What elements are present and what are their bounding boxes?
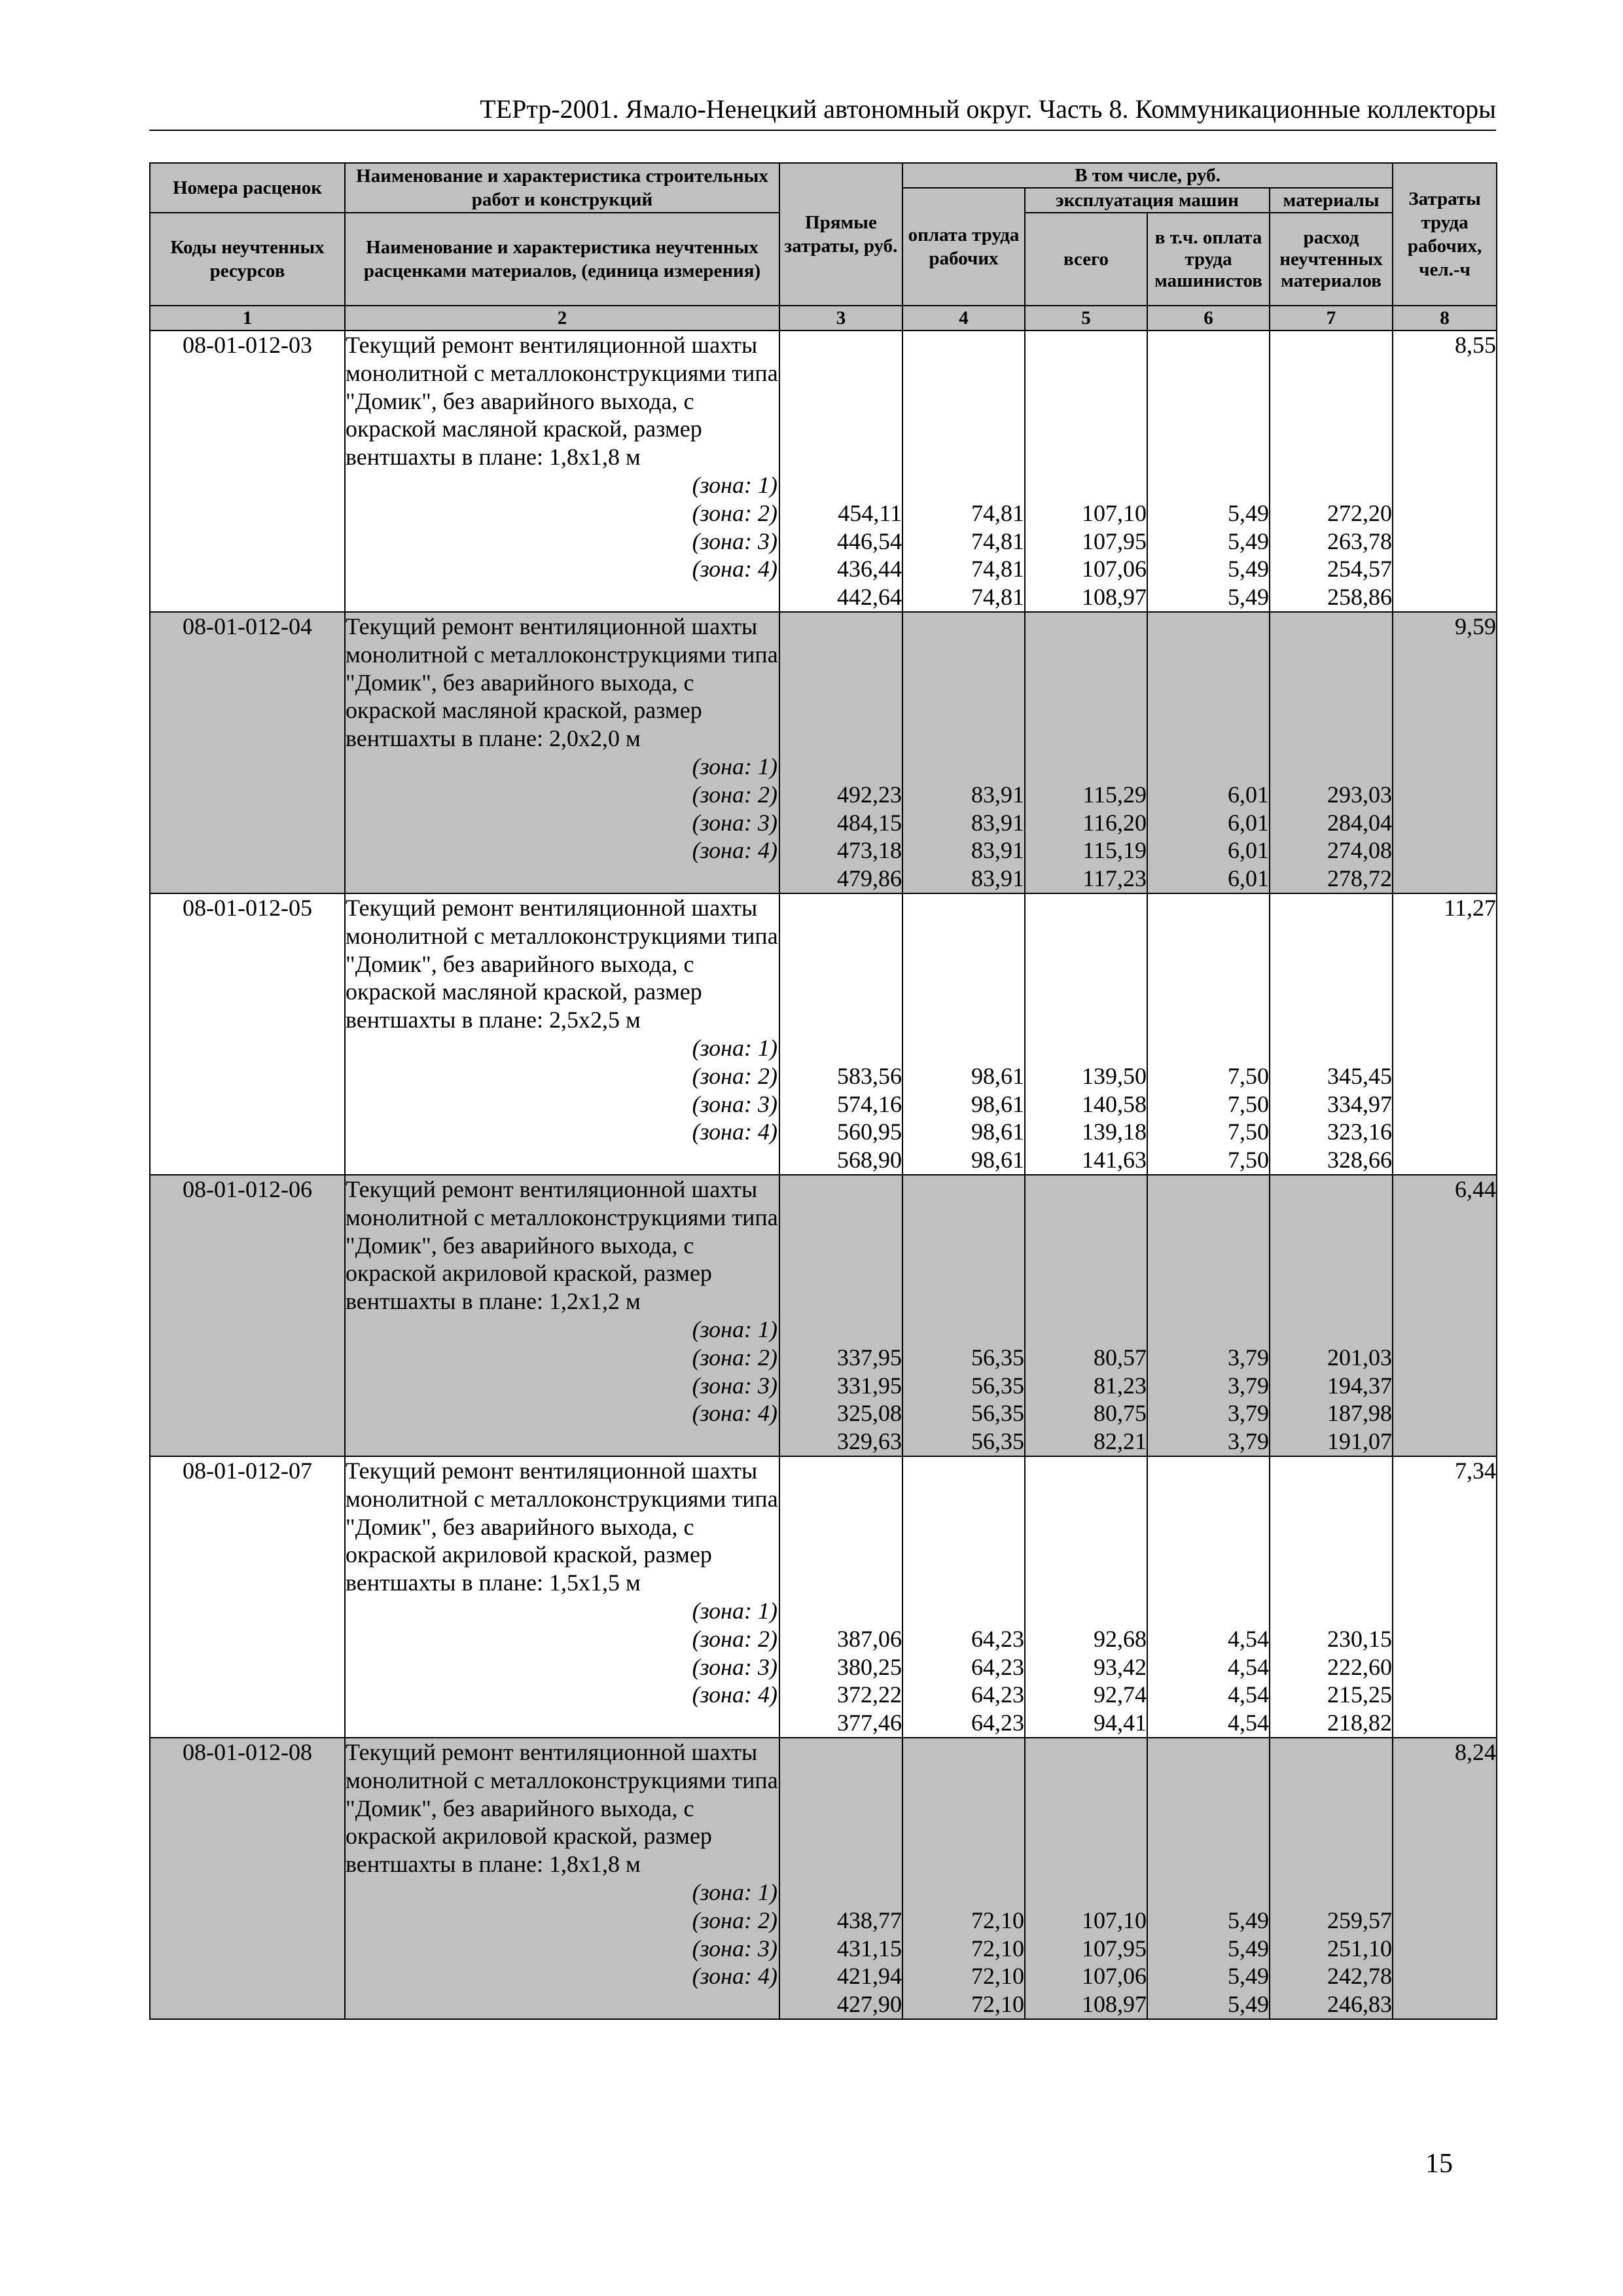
document-title: ТЕРтр-2001. Ямало-Ненецкий автономный округ. Часть 8. Коммуникационные коллекторы: [480, 94, 1496, 124]
header-work-name: Наименование и характеристика строительных работ и конструкций: [345, 163, 779, 213]
column-number: 2: [345, 306, 779, 331]
direct-costs-cell: 387,06 380,25 372,22 377,46: [779, 1456, 902, 1738]
rate-code: 08-01-012-06: [150, 1175, 345, 1456]
zone-label: (зона: 3): [692, 1935, 777, 1962]
machinist-pay-cell: 3,79 3,79 3,79 3,79: [1147, 1175, 1270, 1456]
rate-code: 08-01-012-05: [150, 893, 345, 1175]
machine-total-cell: 92,68 93,42 92,74 94,41: [1025, 1456, 1147, 1738]
header-materials: материалы: [1270, 188, 1393, 213]
direct-costs-cell: 438,77 431,15 421,94 427,90: [779, 1738, 902, 2019]
header-direct-costs: Прямые затраты, руб.: [779, 163, 902, 306]
zone-label: (зона: 2): [692, 499, 777, 526]
page-header: [149, 94, 1496, 131]
column-number: 1: [150, 306, 345, 331]
machinist-pay-cell: 7,50 7,50 7,50 7,50: [1147, 893, 1270, 1175]
zone-label: (зона: 1): [692, 1316, 777, 1342]
machinist-pay-cell: 6,01 6,01 6,01 6,01: [1147, 612, 1270, 893]
column-number: 3: [779, 306, 902, 331]
machine-total-cell: 139,50 140,58 139,18 141,63: [1025, 893, 1147, 1175]
materials-cell: 201,03 194,37 187,98 191,07: [1270, 1175, 1393, 1456]
worker-pay-cell: 64,23 64,23 64,23 64,23: [902, 1456, 1025, 1738]
materials-cell: 272,20 263,78 254,57 258,86: [1270, 331, 1393, 612]
labor-cost-cell: 8,24: [1393, 1738, 1497, 2019]
zone-label: (зона: 2): [692, 781, 777, 808]
labor-cost-cell: 7,34: [1393, 1456, 1497, 1738]
table-row: [150, 331, 1497, 612]
table-row: [150, 1456, 1497, 1738]
table-row: [150, 893, 1497, 1175]
direct-costs-cell: 492,23 484,15 473,18 479,86: [779, 612, 902, 893]
header-labor-cost: Затраты труда рабочих, чел.-ч: [1393, 163, 1497, 306]
table-row: [150, 1175, 1497, 1456]
worker-pay-cell: 74,81 74,81 74,81 74,81: [902, 331, 1025, 612]
work-title: Текущий ремонт вентиляционной шахты монолитной с металлоконструкциями типа "Домик", без аварийного выхода, с окраской масляной краской, размер вентшахты в плане: 2,0x2,0 м: [346, 613, 778, 752]
labor-cost-cell: 9,59: [1393, 612, 1497, 893]
zone-label: (зона: 2): [692, 1625, 777, 1652]
work-title: Текущий ремонт вентиляционной шахты монолитной с металлоконструкциями типа "Домик", без аварийного выхода, с окраской акриловой краской, размер вентшахты в плане: 1,8x1,8 м: [346, 1738, 778, 1878]
labor-cost-cell: 8,55: [1393, 331, 1497, 612]
table-row: [150, 612, 1497, 893]
materials-cell: 345,45 334,97 323,16 328,66: [1270, 893, 1393, 1175]
header-material-name: Наименование и характеристика неучтенных расценками материалов, (единица измерения): [345, 213, 779, 306]
worker-pay-cell: 72,10 72,10 72,10 72,10: [902, 1738, 1025, 2019]
zone-label: (зона: 3): [692, 809, 777, 836]
machinist-pay-cell: 5,49 5,49 5,49 5,49: [1147, 1738, 1270, 2019]
zone-label: (зона: 2): [692, 1062, 777, 1089]
zone-label: (зона: 3): [692, 528, 777, 554]
work-description: [345, 1175, 779, 1456]
work-description: [345, 893, 779, 1175]
labor-cost-cell: 11,27: [1393, 893, 1497, 1175]
work-title: Текущий ремонт вентиляционной шахты монолитной с металлоконструкциями типа "Домик", без аварийного выхода, с окраской масляной краской, размер вентшахты в плане: 1,8x1,8 м: [346, 332, 778, 471]
column-number: 6: [1147, 306, 1270, 331]
rate-code: 08-01-012-04: [150, 612, 345, 893]
header-including: В том числе, руб.: [902, 163, 1393, 188]
machine-total-cell: 107,10 107,95 107,06 108,97: [1025, 1738, 1147, 2019]
zone-label: (зона: 4): [692, 1400, 777, 1427]
zone-label: (зона: 1): [692, 1597, 777, 1624]
header-rate-numbers: Номера расценок: [150, 163, 345, 213]
machine-total-cell: 80,57 81,23 80,75 82,21: [1025, 1175, 1147, 1456]
work-description: [345, 1738, 779, 2019]
zone-label: (зона: 1): [692, 1034, 777, 1061]
machine-total-cell: 107,10 107,95 107,06 108,97: [1025, 331, 1147, 612]
zone-label: (зона: 4): [692, 1681, 777, 1708]
header-resource-codes: Коды неучтенных ресурсов: [150, 213, 345, 306]
worker-pay-cell: 83,91 83,91 83,91 83,91: [902, 612, 1025, 893]
column-number-row: [150, 306, 1497, 331]
table-row: [150, 1738, 1497, 2019]
header-machine-total: всего: [1025, 213, 1147, 306]
header-machinist-pay: в т.ч. оплата труда машинистов: [1147, 213, 1270, 306]
header-machine-operation: эксплуатация машин: [1025, 188, 1270, 213]
zone-label: (зона: 4): [692, 1963, 777, 1990]
machine-total-cell: 115,29 116,20 115,19 117,23: [1025, 612, 1147, 893]
labor-cost-cell: 6,44: [1393, 1175, 1497, 1456]
rate-code: 08-01-012-03: [150, 331, 345, 612]
page-number: 15: [1425, 2149, 1453, 2179]
zone-label: (зона: 1): [692, 471, 777, 498]
direct-costs-cell: 583,56 574,16 560,95 568,90: [779, 893, 902, 1175]
work-title: Текущий ремонт вентиляционной шахты монолитной с металлоконструкциями типа "Домик", без аварийного выхода, с окраской масляной краской, размер вентшахты в плане: 2,5x2,5 м: [346, 894, 778, 1033]
work-title: Текущий ремонт вентиляционной шахты монолитной с металлоконструкциями типа "Домик", без аварийного выхода, с окраской акриловой краской, размер вентшахты в плане: 1,5x1,5 м: [346, 1457, 778, 1596]
column-number: 7: [1270, 306, 1393, 331]
zone-label: (зона: 1): [692, 1878, 777, 1905]
zone-label: (зона: 4): [692, 1119, 777, 1145]
zone-label: (зона: 3): [692, 1372, 777, 1399]
direct-costs-cell: 337,95 331,95 325,08 329,63: [779, 1175, 902, 1456]
zone-label: (зона: 3): [692, 1653, 777, 1680]
worker-pay-cell: 56,35 56,35 56,35 56,35: [902, 1175, 1025, 1456]
rates-table: [149, 162, 1497, 2020]
work-description: [345, 1456, 779, 1738]
worker-pay-cell: 98,61 98,61 98,61 98,61: [902, 893, 1025, 1175]
column-number: 5: [1025, 306, 1147, 331]
materials-cell: 230,15 222,60 215,25 218,82: [1270, 1456, 1393, 1738]
rate-code: 08-01-012-07: [150, 1456, 345, 1738]
machinist-pay-cell: 5,49 5,49 5,49 5,49: [1147, 331, 1270, 612]
machinist-pay-cell: 4,54 4,54 4,54 4,54: [1147, 1456, 1270, 1738]
zone-label: (зона: 2): [692, 1344, 777, 1371]
zone-label: (зона: 1): [692, 753, 777, 780]
zone-label: (зона: 2): [692, 1907, 777, 1933]
zone-label: (зона: 3): [692, 1090, 777, 1117]
materials-cell: 259,57 251,10 242,78 246,83: [1270, 1738, 1393, 2019]
work-title: Текущий ремонт вентиляционной шахты монолитной с металлоконструкциями типа "Домик", без аварийного выхода, с окраской акриловой краской, размер вентшахты в плане: 1,2x1,2 м: [346, 1175, 778, 1315]
header-worker-pay: оплата труда рабочих: [902, 188, 1025, 306]
work-description: [345, 331, 779, 612]
work-description: [345, 612, 779, 893]
zone-label: (зона: 4): [692, 556, 777, 583]
materials-cell: 293,03 284,04 274,08 278,72: [1270, 612, 1393, 893]
column-number: 4: [902, 306, 1025, 331]
direct-costs-cell: 454,11 446,54 436,44 442,64: [779, 331, 902, 612]
header-materials-unaccounted: расход неучтенных материалов: [1270, 213, 1393, 306]
rate-code: 08-01-012-08: [150, 1738, 345, 2019]
column-number: 8: [1393, 306, 1497, 331]
zone-label: (зона: 4): [692, 837, 777, 864]
